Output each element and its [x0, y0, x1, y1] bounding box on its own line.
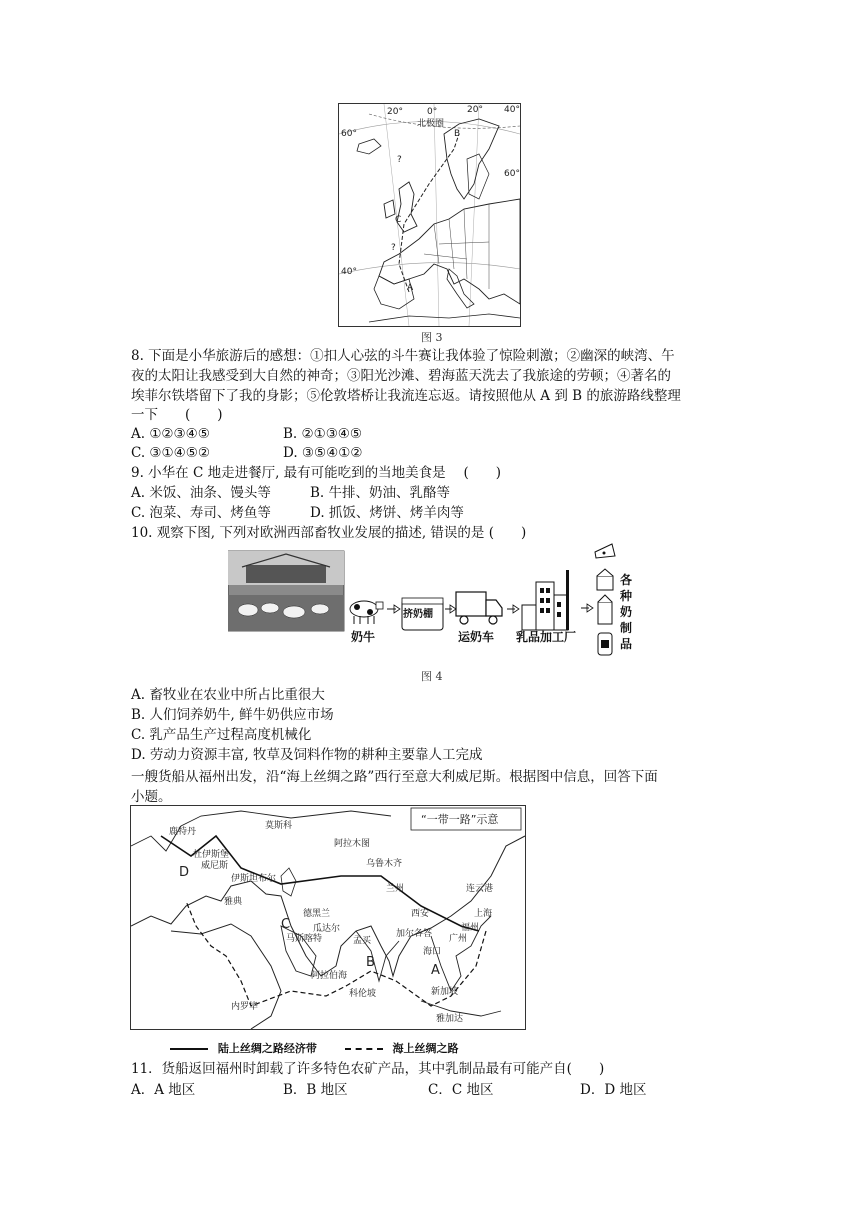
- lat-40-label: 40°: [341, 267, 357, 277]
- lat-60-left-label: 60°: [341, 129, 357, 139]
- products-label-4: 制: [620, 621, 633, 635]
- q11-option-b: B．B 地区: [283, 1082, 348, 1098]
- cow-label: 奶牛: [351, 630, 376, 644]
- lon-0-label: 0°: [427, 107, 438, 117]
- place-tehran: 德黑兰: [303, 909, 331, 919]
- q9-stem: 9. 小华在 C 地走进餐厅, 最有可能吃到的当地美食是 ( ): [131, 465, 501, 481]
- region-c-label: C: [281, 917, 291, 932]
- figure-3-europe-map: [338, 103, 521, 327]
- q8-line-4: 一下 ( ): [131, 407, 223, 423]
- q9-option-d: D. 抓饭、烤饼、烤羊肉等: [310, 505, 464, 521]
- figure-3-caption: 图 3: [421, 331, 443, 344]
- sea-route-legend-label: 海上丝绸之路: [392, 1042, 459, 1055]
- q9-option-a: A. 米饭、油条、馒头等: [131, 485, 271, 501]
- place-rotterdam: 鹿特丹: [169, 827, 197, 837]
- cow-icon: [350, 601, 383, 624]
- place-almaty: 阿拉木图: [334, 839, 371, 849]
- lat-60-right-label: 60°: [504, 169, 520, 179]
- q8-line-1: 8. 下面是小华旅游后的感想：①扣人心弦的斗牛赛让我体验了惊险刺激；②幽深的峡湾、午: [131, 348, 675, 364]
- region-d-label: D: [179, 865, 190, 880]
- place-moscow: 莫斯科: [265, 821, 293, 831]
- land-route-legend-line: [170, 1048, 208, 1050]
- place-istanbul: 伊斯坦布尔: [231, 874, 277, 884]
- place-haikou: 海口: [423, 947, 442, 957]
- intro-line-2: 小题。: [131, 789, 172, 805]
- place-kolkata: 加尔各答: [396, 929, 433, 939]
- belt-road-map: [130, 805, 526, 1030]
- place-athens: 雅典: [224, 897, 243, 907]
- place-colombo: 科伦坡: [349, 989, 377, 999]
- q10-option-c: C. 乳产品生产过程高度机械化: [131, 727, 312, 743]
- products-label-5: 品: [620, 637, 633, 651]
- map-title: “一带一路”示意: [421, 813, 499, 826]
- lon-20e-label: 20°: [467, 105, 483, 115]
- milk-truck-label: 运奶车: [458, 630, 495, 644]
- belt-road-map-drawing: [131, 806, 525, 1029]
- sea-route-legend-line: [345, 1048, 383, 1050]
- q8-option-b: B. ②①③④⑤: [283, 426, 363, 442]
- dairy-flow-drawing: [228, 540, 638, 658]
- dairy-products-icon: [595, 544, 615, 655]
- point-b-label: B: [454, 129, 461, 139]
- place-arabian-sea: 阿拉伯海: [311, 971, 348, 981]
- europe-map-drawing: [339, 104, 520, 326]
- q9-option-b: B. 牛排、奶油、乳酪等: [310, 485, 451, 501]
- q11-option-c: C．C 地区: [428, 1082, 494, 1098]
- place-jakarta: 雅加达: [436, 1014, 464, 1024]
- factory-label: 乳品加工厂: [516, 630, 577, 644]
- point-a-label: A: [407, 283, 414, 293]
- milking-shed-label: 挤奶棚: [403, 609, 433, 620]
- q10-stem: 10. 观察下图, 下列对欧洲西部畜牧业发展的描述, 错误的是 ( ): [131, 525, 527, 541]
- products-label-2: 种: [620, 589, 633, 603]
- place-fuzhou: 福州: [461, 923, 480, 933]
- q8-option-d: D. ③⑤④①②: [283, 445, 363, 461]
- products-label-3: 奶: [620, 605, 633, 619]
- q11-option-d: D．D 地区: [580, 1082, 647, 1098]
- milk-truck-icon: [456, 592, 502, 624]
- q10-option-b: B. 人们饲养奶牛, 鲜牛奶供应市场: [131, 707, 334, 723]
- dairy-factory-icon: [522, 570, 569, 630]
- unknown-mark-1: ?: [397, 155, 402, 165]
- products-label-1: 各: [620, 573, 633, 587]
- place-guangzhou: 广州: [449, 934, 468, 944]
- region-b-label: B: [366, 955, 375, 970]
- q10-option-a: A. 畜牧业在农业中所占比重很大: [131, 687, 325, 703]
- place-lianyungang: 连云港: [466, 884, 494, 894]
- place-lanzhou: 兰州: [386, 884, 405, 894]
- place-shanghai: 上海: [474, 909, 493, 919]
- q8-line-2: 夜的太阳让我感受到大自然的神奇；③阳光沙滩、碧海蓝天洗去了我旅途的劳顿；④著名的: [131, 368, 671, 384]
- arctic-circle-label: 北极圈: [417, 119, 445, 129]
- place-mumbai: 孟买: [353, 936, 372, 946]
- q11-option-a: A．A 地区: [131, 1082, 196, 1098]
- q9-option-c: C. 泡菜、寿司、烤鱼等: [131, 505, 271, 521]
- point-c-label: C: [395, 215, 402, 225]
- place-gwadar: 瓜达尔: [313, 924, 341, 934]
- intro-line-1: 一艘货船从福州出发，沿“海上丝绸之路”西行至意大利威尼斯。根据图中信息，回答下面: [131, 769, 658, 785]
- place-nairobi: 内罗毕: [231, 1002, 259, 1012]
- map-legend: [130, 1040, 550, 1056]
- figure-4-dairy-flow: [228, 540, 638, 658]
- place-urumqi: 乌鲁木齐: [366, 859, 403, 869]
- place-singapore: 新加坡: [431, 987, 459, 997]
- q8-option-a: A. ①②③④⑤: [131, 426, 210, 442]
- q8-line-3: 埃菲尔铁塔留下了我的身影；⑤伦敦塔桥让我流连忘返。请按照他从 A 到 B 的旅游路线整理: [131, 388, 681, 404]
- lon-40e-label: 40°: [504, 105, 520, 115]
- place-venice: 威尼斯: [201, 861, 229, 871]
- region-a-label: A: [431, 963, 440, 978]
- unknown-mark-2: ?: [391, 243, 396, 253]
- place-muscat: 马斯喀特: [286, 934, 323, 944]
- place-xian: 西安: [411, 909, 430, 919]
- q11-stem: 11．货船返回福州时卸载了许多特色农矿产品，其中乳制品最有可能产自( ): [131, 1061, 605, 1077]
- land-route-legend-label: 陆上丝绸之路经济带: [217, 1042, 317, 1055]
- q8-option-c: C. ③①④⑤②: [131, 445, 210, 461]
- q10-option-d: D. 劳动力资源丰富, 牧草及饲料作物的耕种主要靠人工完成: [131, 747, 483, 763]
- figure-4-caption: 图 4: [421, 670, 443, 683]
- place-duisburg: 杜伊斯堡: [193, 850, 230, 860]
- lon-20w-label: 20°: [387, 107, 403, 117]
